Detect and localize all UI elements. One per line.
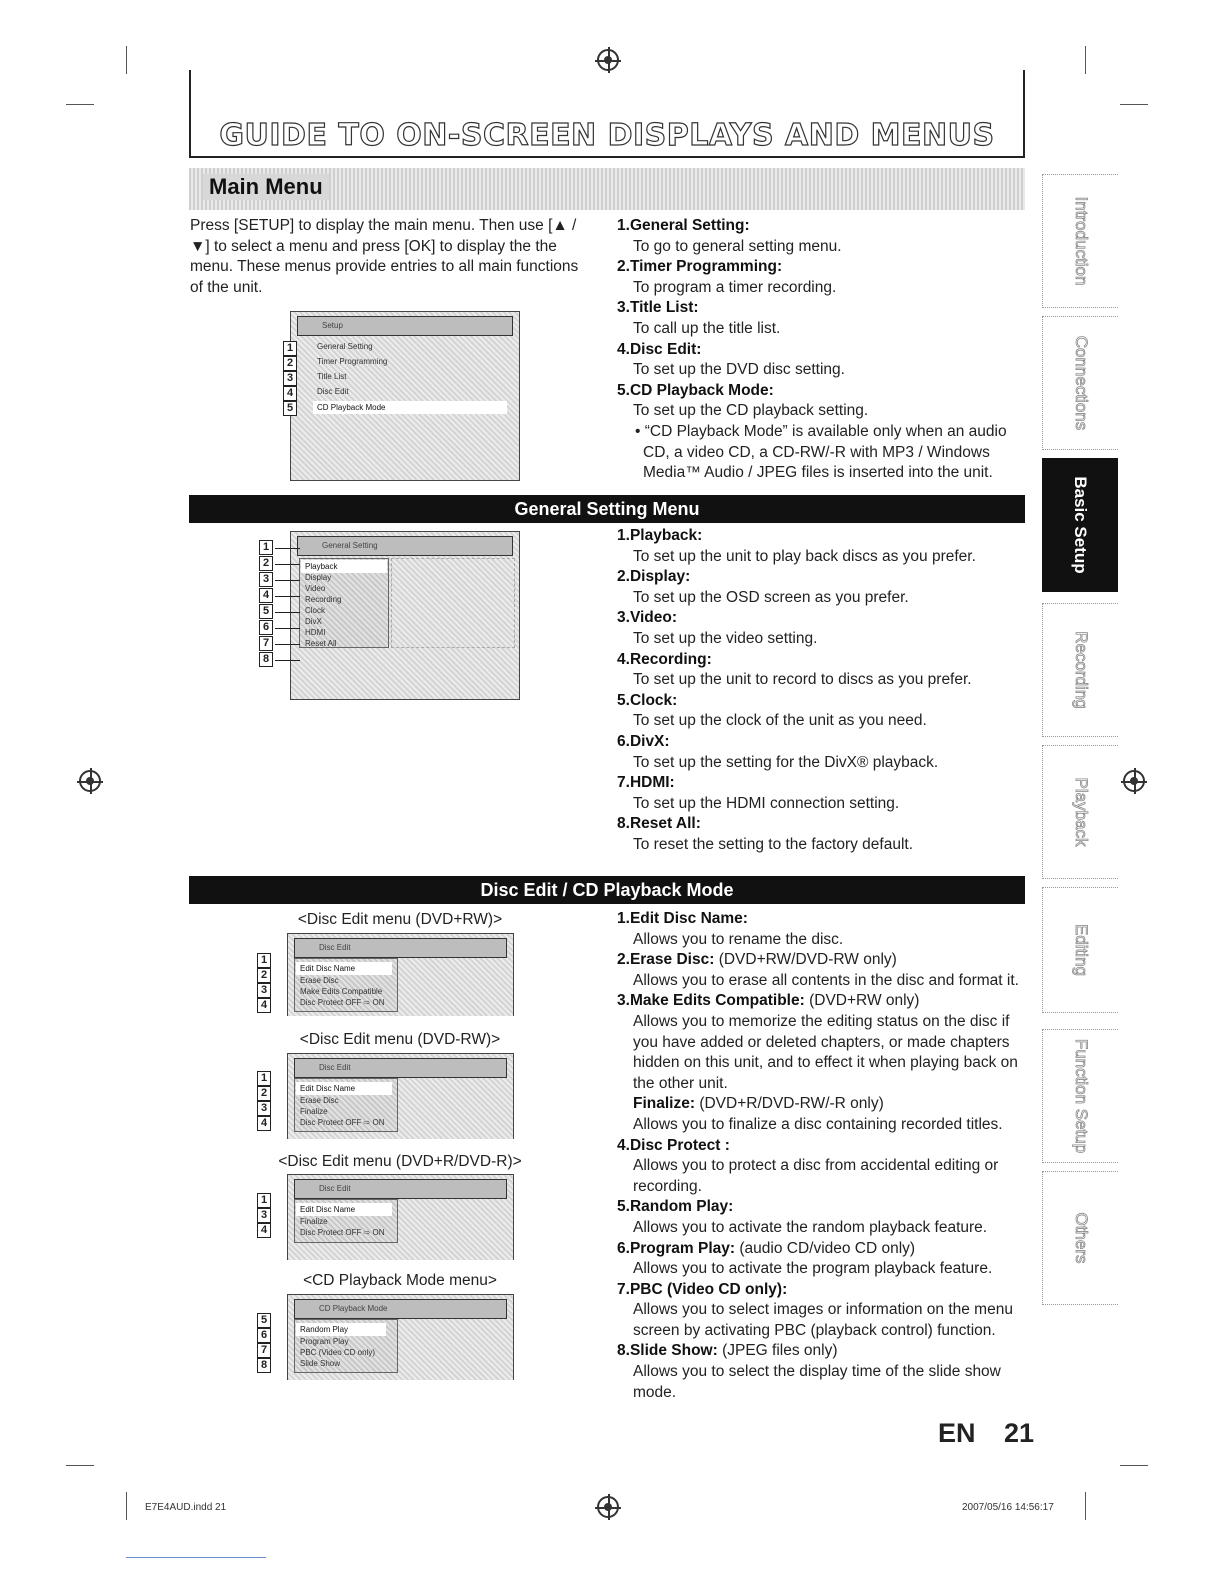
list-item: 5.Clock: To set up the clock of the unit as you need.: [617, 691, 927, 730]
screen-header: Disc Edit: [294, 1058, 507, 1078]
list-item: 2.Timer Programming: To program a timer recording.: [617, 258, 837, 296]
callout-number: 3: [283, 371, 297, 386]
list-item: 3.Video: To set up the video setting.: [617, 609, 818, 647]
screen-row: Erase Disc: [300, 1096, 339, 1105]
list-item: 1.Edit Disc Name: Allows you to rename the disc.: [617, 910, 844, 948]
callout-number: 1: [257, 953, 271, 968]
callout-number: 4: [257, 998, 271, 1013]
callout-number: 3: [259, 572, 273, 587]
callout-number: 1: [257, 1193, 271, 1208]
tab-basic-setup[interactable]: Basic Setup: [1042, 458, 1118, 592]
tab-introduction[interactable]: Introduction: [1042, 174, 1118, 308]
screen-header: Disc Edit: [294, 1179, 507, 1199]
callout-number: 3: [257, 1101, 271, 1116]
screen-row-selected: CD Playback Mode: [313, 401, 507, 414]
list-item: 4.Disc Edit: To set up the DVD disc setting.: [617, 340, 845, 379]
callout-number: 2: [257, 968, 271, 983]
list-item: 1.General Setting: To go to general setting menu.: [617, 217, 842, 255]
list-item: 5.Random Play: Allows you to activate the random playback feature.: [617, 1198, 988, 1236]
callout-number: 2: [283, 356, 297, 371]
screen-row: Make Edits Compatible: [300, 987, 383, 996]
main-menu-items: [617, 216, 1017, 484]
callout-number: 5: [259, 604, 273, 619]
tab-function-setup[interactable]: Function Setup: [1042, 1029, 1118, 1163]
list-item: 6.Program Play: (audio CD/video CD only) Allows you to activate the program playback feature.: [617, 1239, 993, 1278]
callout-number: 1: [257, 1071, 271, 1086]
callout-number: 7: [257, 1343, 271, 1358]
callout-number: 8: [257, 1358, 271, 1373]
menu-caption: <Disc Edit menu (DVD+RW)>: [297, 911, 503, 928]
list-item: 8.Slide Show: (JPEG files only) Allows you to select the display time of the slide show mode.: [617, 1342, 1001, 1401]
screen-row-selected: Edit Disc Name: [296, 1082, 392, 1095]
list-item: 2.Display: To set up the OSD screen as you prefer.: [617, 568, 909, 606]
list-item: 1.Playback: To set up the unit to play back discs as you prefer.: [617, 527, 976, 565]
screen-row: PBC (Video CD only): [300, 1348, 375, 1357]
page-lang: EN: [938, 1418, 976, 1448]
callout-number: 5: [283, 401, 297, 416]
callout-number: 3: [257, 983, 271, 998]
callout-number: 4: [259, 588, 273, 603]
list-item: 3.Title List: To call up the title list.: [617, 299, 781, 337]
page-title: GUIDE TO ON-SCREEN DISPLAYS AND MENUS: [219, 118, 995, 153]
title-frame: [189, 70, 1025, 158]
menu-caption: <Disc Edit menu (DVD+R/DVD-R)>: [278, 1153, 522, 1170]
tab-recording[interactable]: Recording: [1042, 603, 1118, 737]
screen-row: Display: [305, 573, 332, 582]
screen-row: Disc Protect OFF ⇨ ON: [300, 998, 385, 1007]
screen-row: Video: [305, 584, 326, 593]
main-menu-screenshot: [290, 311, 520, 481]
screen-row: Finalize: [300, 1217, 328, 1226]
screen-row: Recording: [305, 595, 342, 604]
screen-row: Finalize: [300, 1107, 328, 1116]
cd-playback-note: • “CD Playback Mode” is available only when an audio CD, a video CD, a CD-RW/-R with MP3 / Windows Media™ Audio / JPEG files is inserted into the unit.: [635, 422, 1007, 482]
disc-edit-dvd-rw-screenshot: [287, 1053, 514, 1139]
callout-number: 1: [259, 540, 273, 555]
screen-row: Erase Disc: [300, 976, 339, 985]
screen-row-selected: Playback: [301, 560, 387, 573]
screen-row: General Setting: [317, 342, 373, 351]
screen-row-selected: Edit Disc Name: [296, 962, 392, 975]
list-item: 3.Make Edits Compatible: (DVD+RW only) Allows you to memorize the editing status on the disc if you have added or deleted chapters, or made chapters hidden on this unit, and to effect it when playing back on the other unit.: [617, 992, 1018, 1092]
screen-row: Title List: [317, 372, 347, 381]
screen-row-selected: Random Play: [296, 1323, 386, 1336]
list-item: 5.CD Playback Mode: To set up the CD playback setting. • “CD Playback Mode” is available only when an audio CD, a video CD, a CD-RW/-R with MP3 / Windows Media™ Audio / JPEG files is inserted into the unit.: [617, 381, 1017, 484]
screen-row-selected: Edit Disc Name: [296, 1203, 392, 1216]
callout-number: 8: [259, 652, 273, 667]
screen-row: Clock: [305, 606, 326, 615]
cd-playback-mode-screenshot: [287, 1294, 514, 1380]
callout-number: 4: [283, 386, 297, 401]
general-setting-heading: General Setting Menu: [189, 495, 1025, 523]
callout-number: 4: [257, 1223, 271, 1238]
callout-number: 2: [259, 556, 273, 571]
disc-edit-items: [617, 909, 1027, 1403]
callout-number: 3: [257, 1208, 271, 1223]
disc-edit-dvd-r-screenshot: [287, 1174, 514, 1260]
screen-row: Program Play: [300, 1337, 349, 1346]
menu-caption: <CD Playback Mode menu>: [303, 1272, 497, 1289]
screen-header: CD Playback Mode: [294, 1299, 507, 1319]
screen-row: Reset All: [305, 639, 337, 648]
main-menu-heading-band: [189, 168, 1025, 210]
main-menu-heading: Main Menu: [203, 174, 329, 200]
callout-number: 2: [257, 1086, 271, 1101]
callout-number: 6: [257, 1328, 271, 1343]
screen-row: Slide Show: [300, 1359, 341, 1368]
callout-number: 1: [283, 341, 297, 356]
footer-file: E7E4AUD.indd 21: [145, 1502, 227, 1513]
screen-row: Disc Edit: [317, 387, 349, 396]
screen-header: Setup: [297, 316, 513, 336]
screen-header: General Setting: [297, 536, 513, 556]
callout-number: 5: [257, 1313, 271, 1328]
footer-timestamp: 2007/05/16 14:56:17: [962, 1502, 1054, 1513]
list-item: 7.HDMI: To set up the HDMI connection setting.: [617, 774, 900, 812]
page-number: 21: [1004, 1418, 1035, 1448]
list-item: 7.PBC (Video CD only): Allows you to select images or information on the menu screen by activating PBC (playback control) function.: [617, 1280, 1013, 1339]
screen-right-pane: [391, 558, 515, 648]
callout-number: 7: [259, 636, 273, 651]
list-item: 6.DivX: To set up the setting for the DivX® playback.: [617, 732, 939, 771]
callout-number: 6: [259, 620, 273, 635]
disc-edit-heading: Disc Edit / CD Playback Mode: [189, 876, 1025, 904]
screen-row: Disc Protect OFF ⇨ ON: [300, 1228, 385, 1237]
list-item: Finalize: (DVD+R/DVD-RW/-R only) Allows you to finalize a disc containing recorded titles.: [633, 1095, 1003, 1133]
list-item: 4.Recording: To set up the unit to record to discs as you prefer.: [617, 650, 972, 689]
tab-editing[interactable]: Editing: [1042, 887, 1118, 1013]
list-item: 4.Disc Protect : Allows you to protect a disc from accidental editing or recording.: [617, 1136, 999, 1195]
menu-caption: <Disc Edit menu (DVD-RW)>: [299, 1031, 501, 1048]
screen-row: DivX: [305, 617, 322, 626]
general-setting-screenshot: [290, 531, 520, 700]
main-menu-intro: Press [SETUP] to display the main menu. Then use [▲ / ▼] to select a menu and press [OK] to display the the menu. These menus provide entries to all main functions of the unit.: [190, 217, 579, 296]
screen-row: Disc Protect OFF ⇨ ON: [300, 1118, 385, 1127]
screen-row: HDMI: [305, 628, 326, 637]
tab-playback[interactable]: Playback: [1042, 745, 1118, 879]
screen-header: Disc Edit: [294, 938, 507, 958]
general-setting-items: [617, 526, 1017, 856]
tab-others[interactable]: Others: [1042, 1171, 1118, 1305]
tab-connections[interactable]: Connections: [1042, 316, 1118, 450]
list-item: 2.Erase Disc: (DVD+RW/DVD-RW only) Allows you to erase all contents in the disc and format it.: [617, 951, 1019, 989]
screen-row: Timer Programming: [317, 357, 388, 366]
list-item: 8.Reset All: To reset the setting to the factory default.: [617, 815, 914, 853]
callout-number: 4: [257, 1116, 271, 1131]
disc-edit-dvdrw-plus-screenshot: [287, 933, 514, 1016]
